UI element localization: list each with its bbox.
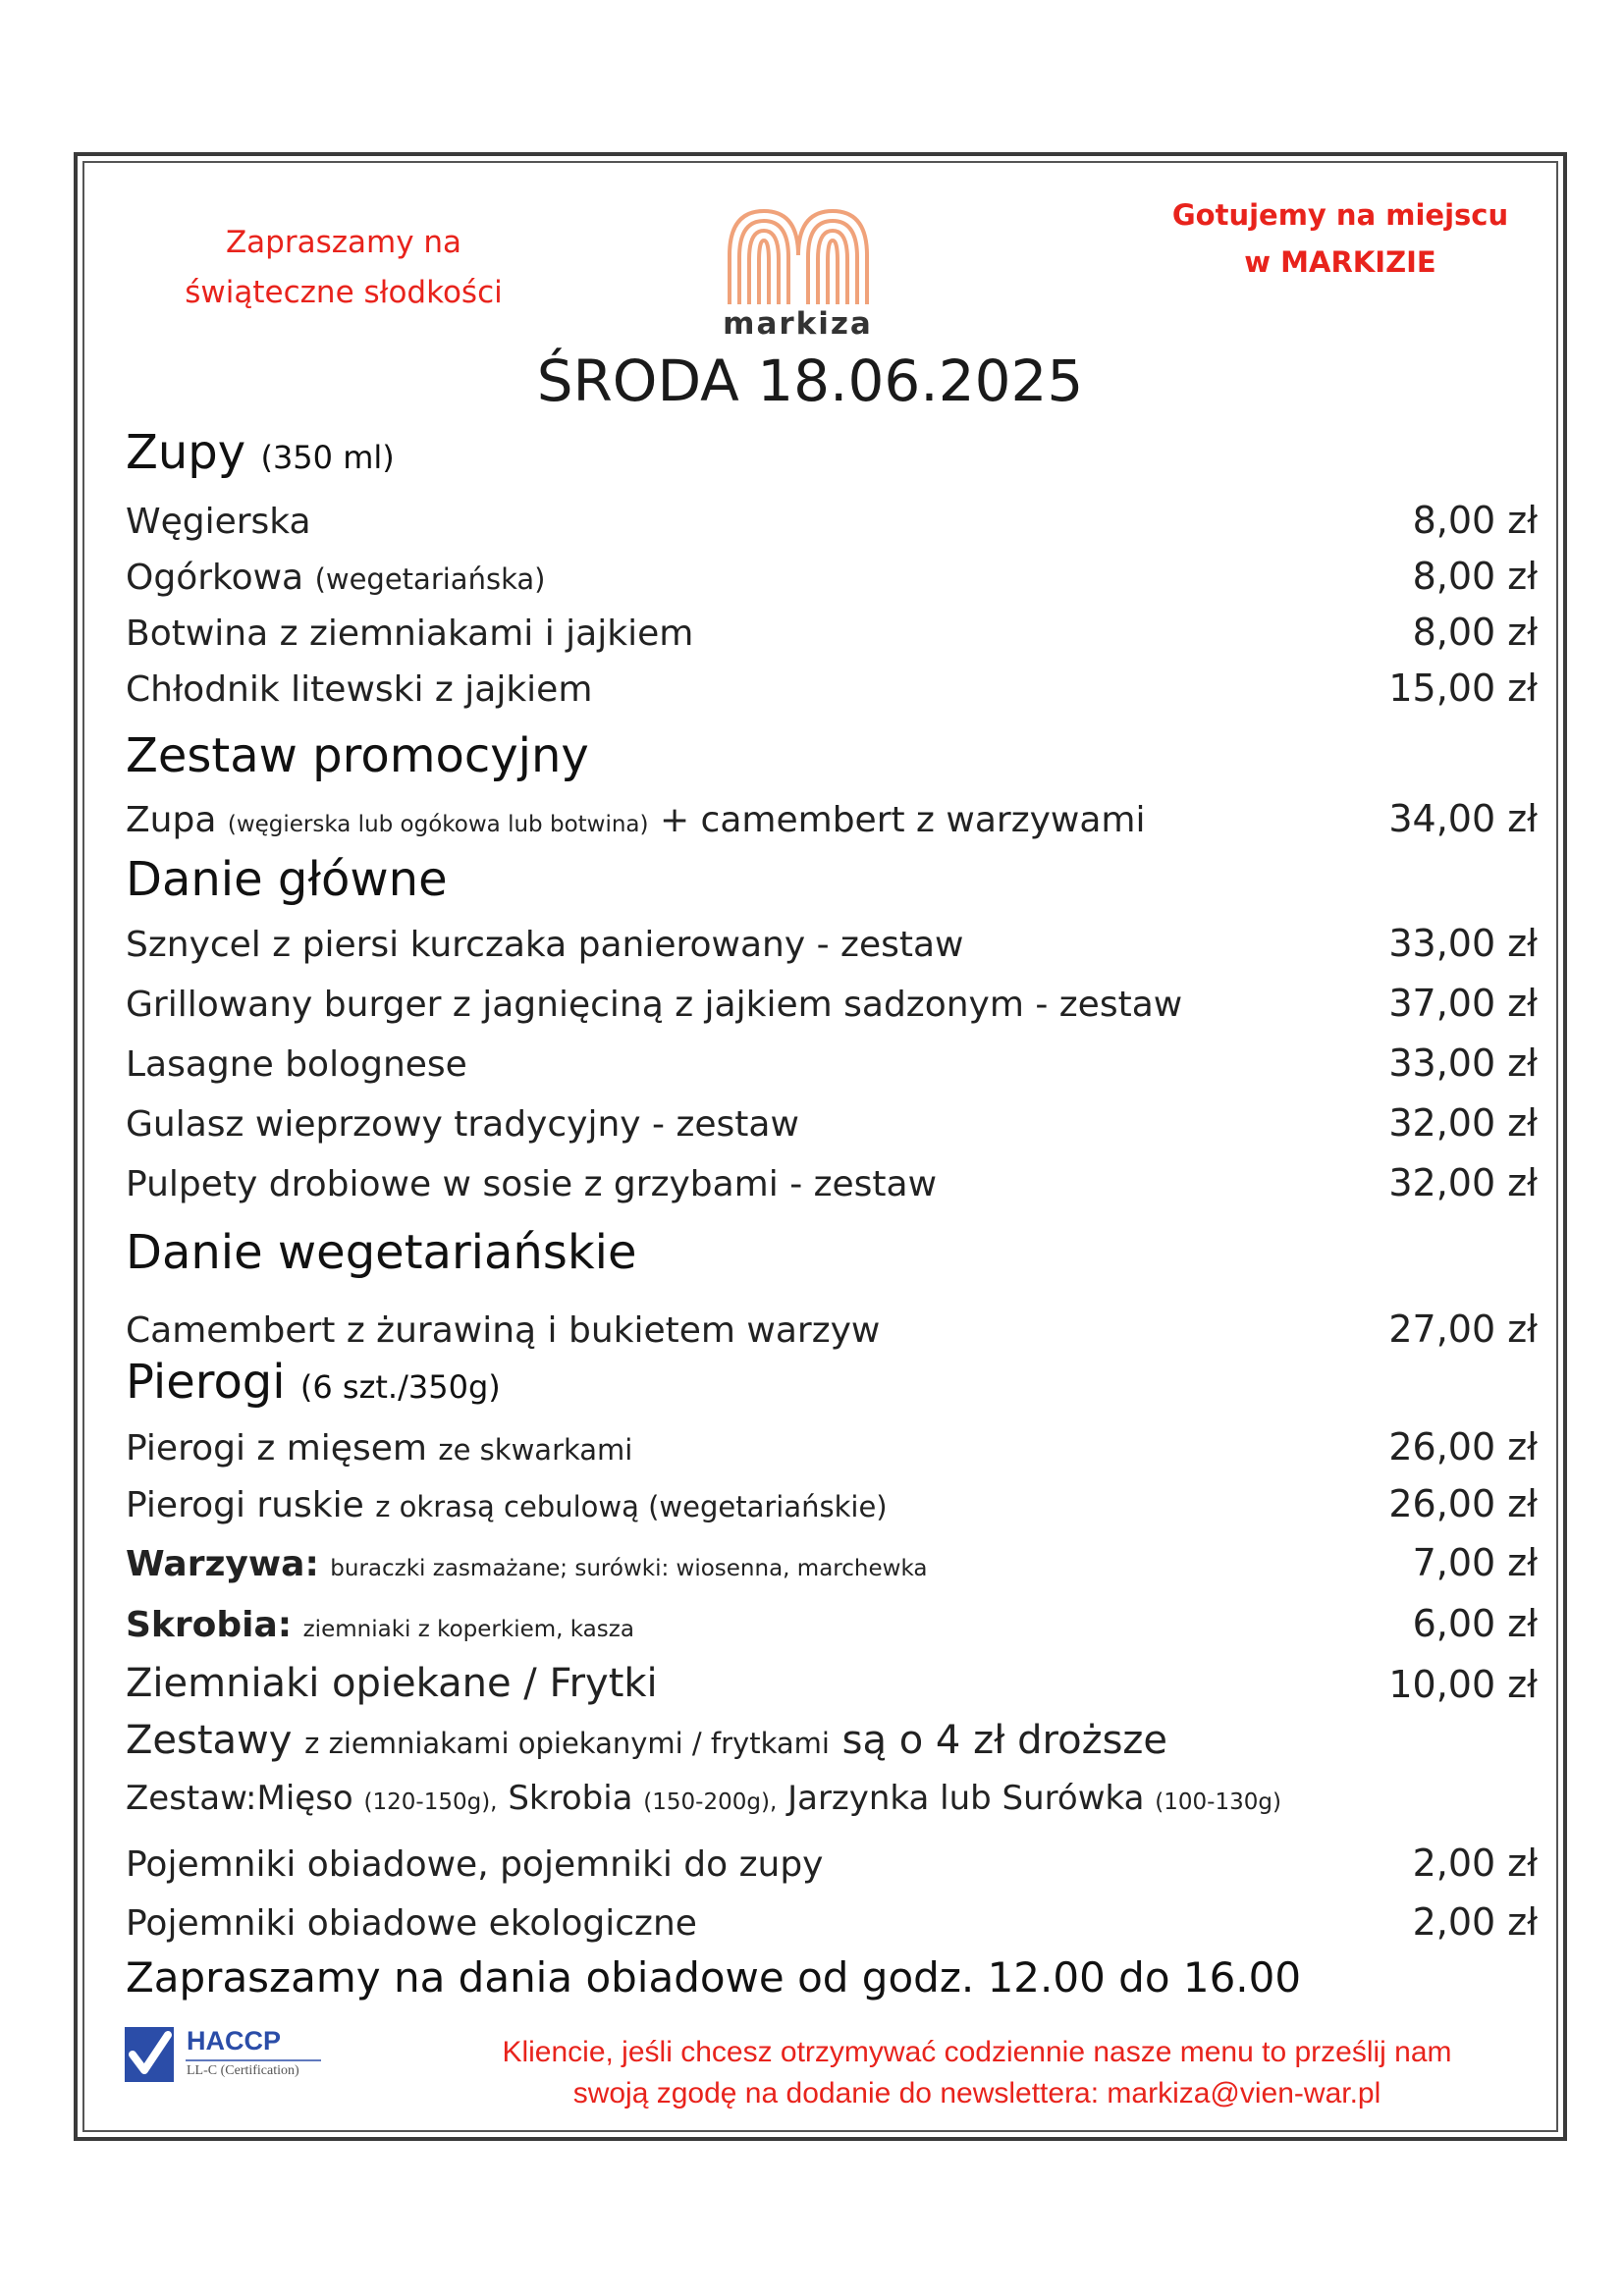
menu-item-soup [126,603,1538,658]
section-pierogi-title [126,1355,501,1410]
set-meat-note: (120-150g), [363,1789,498,1815]
cooking-promo-line1: Gotujemy na miejscu [1171,198,1509,232]
soups-title: Zupy [126,425,246,480]
sweets-promo-line1: Zapraszamy na [225,225,462,260]
menu-item-soup [126,491,1538,546]
item-note: z okrasą cebulową (wegetariańskie) [375,1490,888,1523]
item-name: Camembert z żurawiną i bukietem warzyw [126,1310,881,1351]
item-price: 33,00 zł [1388,922,1538,965]
set-composition [126,1767,1538,1822]
sets-rest: są o 4 zł droższe [841,1718,1168,1763]
logo-wordmark: markiza [723,306,873,342]
newsletter-line2: swoją zgodę na dodanie do newslettera: markiza@vien-war.pl [572,2077,1381,2109]
item-name [126,558,545,598]
item-name: Sznycel z piersi kurczaka panierowany - zestaw [126,925,964,965]
menu-item-pierogi [126,1417,1538,1472]
item-price: 10,00 zł [1388,1663,1538,1706]
soups-note: (350 ml) [260,439,395,476]
menu-item-starch [126,1594,1538,1649]
item-name [126,1544,927,1584]
menu-item-pierogi [126,1474,1538,1529]
haccp-sub-label: LL-C (Certification) [187,2063,299,2078]
menu-item-fries [126,1655,1538,1710]
item-price: 15,00 zł [1388,667,1538,710]
item-name: Gulasz wieprzowy tradycyjny - zestaw [126,1104,799,1145]
item-price: 7,00 zł [1412,1541,1538,1584]
item-name [126,1428,632,1468]
day-title: ŚRODA 18.06.2025 [536,347,1084,414]
haccp-label: HACCP [187,2026,282,2056]
sets-line [126,1718,1167,1763]
veg-note: buraczki zasmażane; surówki: wiosenna, marchewka [330,1556,928,1581]
item-price: 27,00 zł [1388,1308,1538,1351]
item-note: ze skwarkami [438,1433,633,1467]
item-name: Lasagne bolognese [126,1044,467,1085]
item-price: 33,00 zł [1388,1041,1538,1085]
set-starch-note: (150-200g), [643,1789,778,1815]
menu-item-main [126,1034,1538,1089]
item-name-text: Ogórkowa [126,558,304,598]
menu-item-main [126,914,1538,969]
veg-label: Warzywa: [126,1544,319,1584]
set-meat: Zestaw:Mięso [126,1779,353,1818]
starch-note: ziemniaki z koperkiem, kasza [302,1617,634,1642]
newsletter-notice [432,2032,1522,2114]
pierogi-title: Pierogi [126,1355,286,1410]
set-composition-line [126,1779,1281,1818]
item-price: 26,00 zł [1388,1482,1538,1525]
sweets-promo-line2: świąteczne słodkości [185,275,503,310]
item-price: 8,00 zł [1412,611,1538,654]
sets-info [126,1712,1538,1767]
menu-item-container [126,1893,1538,1948]
section-promo-title: Zestaw promocyjny [126,728,589,783]
item-name: Pojemniki obiadowe ekologiczne [126,1903,697,1944]
section-main-title: Danie główne [126,852,448,907]
item-name: Pulpety drobiowe w sosie z grzybami - zestaw [126,1164,938,1204]
cooking-promo [1139,191,1542,286]
section-soups-title [126,425,395,480]
menu-item-main [126,1153,1538,1208]
item-name-text: Pierogi ruskie [126,1485,364,1525]
menu-item-promo [126,789,1538,844]
item-name: Pojemniki obiadowe, pojemniki do zupy [126,1844,824,1885]
promo-item-name: Zupa [126,800,217,840]
starch-label: Skrobia: [126,1605,293,1645]
menu-item-soup [126,659,1538,714]
item-price: 8,00 zł [1412,499,1538,542]
item-name: Węgierska [126,502,311,542]
sweets-promo [147,218,540,318]
item-price: 34,00 zł [1388,797,1538,840]
item-name: Botwina z ziemniakami i jajkiem [126,614,694,654]
item-name [126,1605,634,1645]
item-name-text: Pierogi z mięsem [126,1428,427,1468]
newsletter-line1: Kliencie, jeśli chcesz otrzymywać codziennie nasze menu to prześlij nam [502,2036,1452,2068]
promo-item-rest: + camembert z warzywami [659,800,1146,840]
item-price: 2,00 zł [1412,1900,1538,1944]
set-starch: Skrobia [508,1779,633,1818]
item-price: 26,00 zł [1388,1425,1538,1468]
menu-item-main [126,974,1538,1029]
item-note: (wegetariańska) [314,562,546,596]
item-price: 32,00 zł [1388,1161,1538,1204]
sets-label: Zestawy [126,1718,293,1763]
item-price: 6,00 zł [1412,1602,1538,1645]
item-price: 8,00 zł [1412,555,1538,598]
item-name: Ziemniaki opiekane / Frytki [126,1661,658,1706]
item-name: Chłodnik litewski z jajkiem [126,669,593,710]
item-name [126,1485,888,1525]
item-price: 37,00 zł [1388,982,1538,1025]
menu-item-main [126,1094,1538,1148]
menu-item-soup [126,547,1538,602]
promo-item-note: (węgierska lub ogókowa lub botwina) [227,812,649,837]
item-price: 32,00 zł [1388,1101,1538,1145]
sets-note: z ziemniakami opiekanymi / frytkami [304,1727,830,1760]
item-name: Grillowany burger z jagnięciną z jajkiem sadzonym - zestaw [126,985,1183,1025]
set-veg: Jarzynka lub Surówka [787,1779,1145,1818]
cooking-promo-line2: w MARKIZIE [1244,245,1436,279]
pierogi-note: (6 szt./350g) [299,1368,501,1406]
item-name [126,800,1145,840]
section-vege-title: Danie wegetariańskie [126,1225,637,1280]
set-veg-note: (100-130g) [1155,1789,1281,1815]
menu-item-vege [126,1300,1538,1355]
opening-hours: Zapraszamy na dania obiadowe od godz. 12.00 do 16.00 [126,1953,1302,2002]
menu-item-container [126,1834,1538,1889]
menu-item-vegetables [126,1533,1538,1588]
item-price: 2,00 zł [1412,1842,1538,1885]
